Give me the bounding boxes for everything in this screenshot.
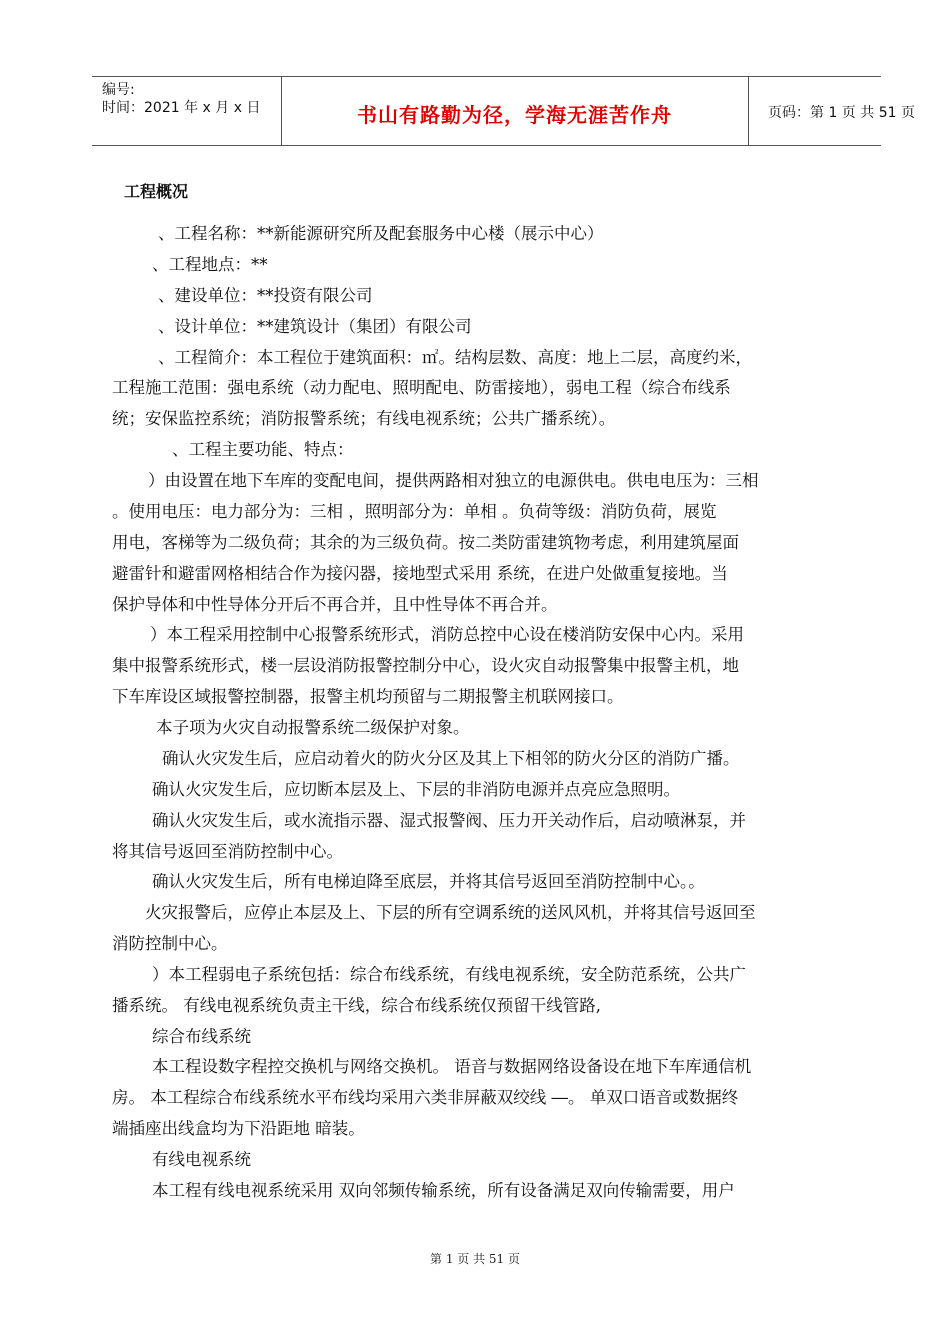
header-page-cell [748, 77, 915, 145]
header-meta-cell [92, 77, 282, 145]
body-line: 、工程简介：本工程位于建筑面积：㎡。结构层数、高度：地上二层，高度约米， [158, 348, 752, 367]
body-line: 、设计单位：**建筑设计（集团）有限公司 [158, 317, 472, 336]
body-line: 端插座出线盒均为下沿距地 暗装。 [112, 1119, 365, 1138]
body-line: 有线电视系统 [152, 1150, 251, 1169]
section-title: 工程概况 [124, 182, 189, 201]
body-line: 本工程有线电视系统采用 双向邻频传输系统，所有设备满足双向传输需要，用户 [152, 1181, 735, 1200]
header-motto-cell [281, 77, 749, 145]
body-line: 统；安保监控系统；消防报警系统；有线电视系统；公共广播系统）。 [112, 409, 616, 428]
body-line: 避雷针和避雷网格相结合作为接闪器，接地型式采用 系统，在进户处做重复接地。当 [112, 564, 728, 583]
body-line: 确认火灾发生后，所有电梯迫降至底层，并将其信号返回至消防控制中心。。 [152, 872, 705, 891]
body-line: 房。 本工程综合布线系统水平布线均采用六类非屏蔽双绞线 ―。 单双口语音或数据终 [112, 1088, 739, 1107]
body-line: 将其信号返回至消防控制中心。 [112, 842, 343, 861]
body-line: 本子项为火灾自动报警系统二级保护对象。 [156, 718, 470, 737]
body-line: 、工程地点：** [152, 255, 268, 274]
page-header [92, 76, 915, 146]
body-line: 工程施工范围：强电系统（动力配电、照明配电、防雷接地），弱电工程（综合布线系 [112, 378, 731, 397]
body-line: 消防控制中心。 [112, 934, 228, 953]
header-page-info: 页码：第 1 页 共 51 页 [768, 105, 915, 121]
body-line: 、建设单位：**投资有限公司 [158, 286, 373, 305]
body-line: 播系统。 有线电视系统负责主干线，综合布线系统仅预留干线管路, [112, 996, 601, 1015]
document-number-label: 编号: [102, 82, 135, 98]
body-line: 集中报警系统形式，楼一层设消防报警控制分中心，设火灾自动报警集中报警主机，地 [112, 656, 739, 675]
body-line: ）本工程弱电子系统包括：综合布线系统，有线电视系统，安全防范系统，公共广 [152, 965, 746, 984]
body-line: 综合布线系统 [152, 1027, 251, 1046]
body-line: 、工程主要功能、特点： [172, 440, 354, 459]
body-line: 、工程名称：**新能源研究所及配套服务中心楼（展示中心） [158, 224, 604, 243]
body-line: 用电，客梯等为二级负荷；其余的为三级负荷。按二类防雷建筑物考虑，利用建筑屋面 [112, 533, 739, 552]
body-line: ）由设置在地下车库的变配电间，提供两路相对独立的电源供电。供电电压为：三相 [148, 471, 759, 490]
body-line: 。使用电压：电力部分为：三相 ，照明部分为：单相 。负荷等级：消防负荷，展览 [112, 502, 717, 521]
body-line: 确认火灾发生后，或水流指示器、湿式报警阀、压力开关动作后，启动喷淋泵，并 [152, 811, 746, 830]
page-footer: 第 1 页 共 51 页 [430, 1252, 520, 1266]
body-line: 下车库设区域报警控制器，报警主机均预留与二期报警主机联网接口。 [112, 687, 624, 706]
body-line: ）本工程采用控制中心报警系统形式，消防总控中心设在楼消防安保中心内。采用 [150, 625, 744, 644]
body-line: 保护导体和中性导体分开后不再合并，且中性导体不再合并。 [112, 595, 558, 614]
body-line: 确认火灾发生后，应切断本层及上、下层的非消防电源并点亮应急照明。 [152, 780, 680, 799]
header-motto: 书山有路勤为径，学海无涯苦作舟 [357, 103, 672, 127]
body-line: 本工程设数字程控交换机与网络交换机。 语音与数据网络设备设在地下车库通信机 [152, 1057, 752, 1076]
document-time-label: 时间：2021 年 x 月 x 日 [102, 100, 261, 116]
body-line: 确认火灾发生后，应启动着火的防火分区及其上下相邻的防火分区的消防广播。 [162, 749, 740, 768]
body-line: 火灾报警后，应停止本层及上、下层的所有空调系统的送风风机，并将其信号返回至 [145, 903, 756, 922]
